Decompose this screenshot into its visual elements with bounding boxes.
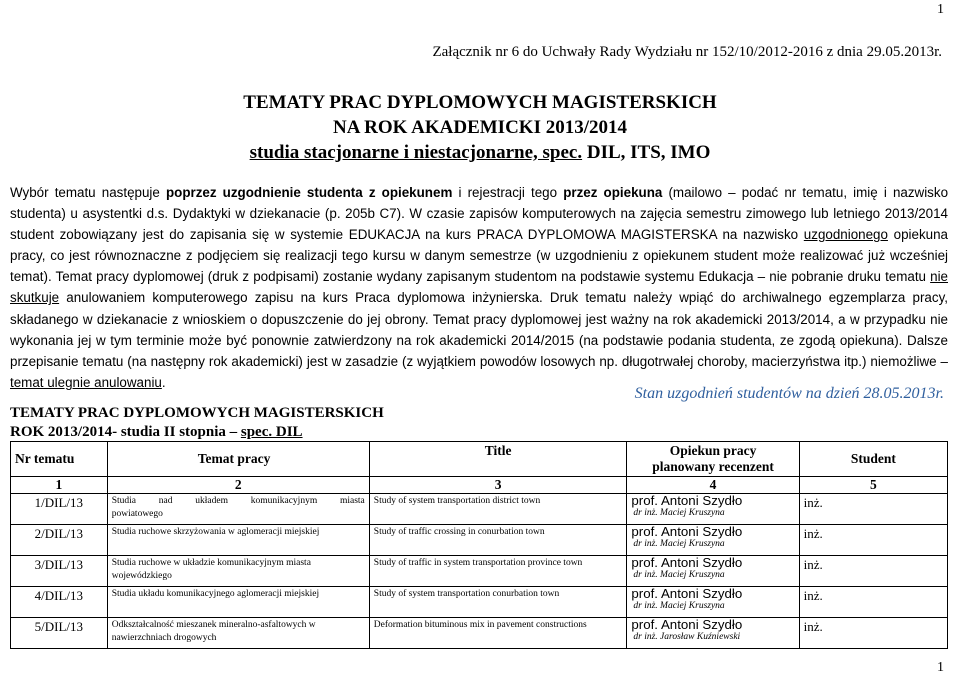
student-cell: inż. [799,494,947,525]
supervisor-name: prof. Antoni Szydło [631,524,743,539]
header-temat: Temat pracy [107,442,369,477]
supervisor-name: prof. Antoni Szydło [631,586,743,601]
column-number-row [11,477,948,494]
section-title-line-2 [10,423,384,442]
notice-text-10: anulowaniem komputerowego zapisu na kurs Praca dyplomowa inżynierska. Druk tematu należy wpiąć do archiwalnego egzemplarza pracy, składanego w dziekanacie z wnioskiem o dopuszczenie do jej obrony. Temat pracy dyplomowej jest ważny na rok akademicki 2013/2014, a w przypadku nie wykonania jej w tym terminie może być ponownie zatwierdzony na rok akademicki 2014/2015 (na podstawie podania studenta, ze zgodą opiekuna). Dalsze przepisanie tematu (na następny rok akademicki) jest w zasadzie (z wyjątkiem powodów losowych np. długotrwałej choroby, macierzyństwa itp.) niemożliwe – [10,290,948,369]
topic-title-pl [107,525,369,556]
topic-title-en: Study of system transportation district town [369,494,627,525]
section-title-line-1: TEMATY PRAC DYPLOMOWYCH MAGISTERSKICH [10,405,384,421]
page-number-top: 1 [937,2,944,17]
topic-title-pl [107,556,369,587]
notice-bold-supervisor: przez opiekuna [563,185,663,200]
student-cell: inż. [799,556,947,587]
topic-title-pl-line-1: Studia ruchowe skrzyżowania w aglomeracji miejskiej [111,527,320,537]
notice-text-8: opiekuna pracy, co jest równoznaczne z podjęciem się realizacji tego kursu w danym semestrze (w uzgodnieniu z opiekunem student może realizować już wcześniej temat). Temat pracy dyplomowej (druk z podpisami) zostanie wydany zapisanym studentom na podstawie systemu Edukacja – nie pobranie druku tematu [10,227,948,285]
table-row [11,494,948,525]
title-line-3-rest: DIL, ITS, IMO [582,142,711,163]
topic-number: 1/DIL/13 [11,494,108,525]
supervisor-name: prof. Antoni Szydło [631,617,743,632]
section-title [10,404,384,442]
col-number: 1 [11,477,108,494]
table-row [11,618,948,649]
supervisor-name: prof. Antoni Szydło [631,493,743,508]
col-number: 4 [627,477,799,494]
table-row [11,587,948,618]
supervisor-name: prof. Antoni Szydło [631,555,743,570]
topic-title-pl-line-1: Odkształcalność mieszanek mineralno-asfaltowych w [111,620,316,630]
supervisor-cell [627,556,799,587]
topic-title-pl-line-1: Studia nad układem komunikacyjnym miasta [111,496,365,506]
notice-underlined-cancel: temat ulegnie anulowaniu [10,374,162,390]
topic-title-pl-line-2: wojewódzkiego [111,571,172,581]
notice-text-5: (mailowo – podać nr tematu, imię i nazwisko studenta) u asystentki d.s. Dydaktyki w dziekanacie (p. 205b C7). [10,185,949,222]
supervisor-cell [627,587,799,618]
notice-text-12: . [161,374,166,390]
col-number: 2 [107,477,369,494]
header-opiekun-line-2: planowany recenzent [652,459,774,474]
title-line-3 [0,140,960,165]
registration-notice [10,182,948,393]
topic-title-pl-line-2: powiatowego [111,509,163,519]
notice-bold-consult: poprzez uzgodnienie studenta z opiekunem [165,185,453,200]
title-line-1: TEMATY PRAC DYPLOMOWYCH MAGISTERSKICH [243,92,717,113]
attachment-note: Załącznik nr 6 do Uchwały Rady Wydziału nr 152/10/2012-2016 z dnia 29.05.2013r. [432,44,942,60]
reviewer-name: dr inż. Maciej Kruszyna [633,570,725,580]
topic-title-pl-line-1: Studia układu komunikacyjnego aglomeracji miejskiej [111,589,320,599]
supervisor-cell [627,618,799,649]
topic-title-en: Study of traffic crossing in conurbation town [369,525,627,556]
supervisor-cell [627,494,799,525]
header-opiekun-line-1: Opiekun pracy [669,443,757,458]
topic-title-pl-line-1: Studia ruchowe w układzie komunikacyjnym miasta [111,558,311,568]
topic-number: 4/DIL/13 [11,587,108,618]
header-nr: Nr tematu [11,442,108,477]
header-student: Student [799,442,947,477]
table-header-row [11,442,948,477]
reviewer-name: dr inż. Maciej Kruszyna [633,539,725,549]
student-cell: inż. [799,525,947,556]
topic-title-en: Study of system transportation conurbation town [369,587,627,618]
page-number-bottom: 1 [937,660,944,675]
notice-text-1: Wybór tematu następuje [10,185,166,200]
notice-underlined-no-effect: nie skutkuje [10,269,948,306]
topic-number: 3/DIL/13 [11,556,108,587]
supervisor-cell [627,525,799,556]
notice-text-3: i rejestracji tego [452,185,564,200]
topic-title-pl [107,618,369,649]
reviewer-name: dr inż. Maciej Kruszyna [633,601,725,611]
header-opiekun [627,442,799,477]
title-line-3-underlined: studia stacjonarne i niestacjonarne, spec. [249,142,583,163]
status-date: Stan uzgodnień studentów na dzień 28.05.2013r. [634,385,944,402]
col-number: 5 [799,477,947,494]
table-row [11,525,948,556]
topic-title-pl [107,587,369,618]
topic-number: 2/DIL/13 [11,525,108,556]
col-number: 3 [369,477,627,494]
student-cell: inż. [799,618,947,649]
reviewer-name: dr inż. Maciej Kruszyna [633,508,725,518]
student-cell: inż. [799,587,947,618]
topic-title-pl-line-2: nawierzchniach drogowych [111,633,217,643]
section-title-spec: spec. DIL [240,424,303,440]
reviewer-name: dr inż. Jarosław Kuźniewski [633,632,741,642]
topics-table [10,441,948,649]
topic-number: 5/DIL/13 [11,618,108,649]
topic-title-en: Study of traffic in system transportation province town [369,556,627,587]
topic-title-pl [107,494,369,525]
header-title: Title [369,442,627,477]
table-row [11,556,948,587]
notice-text-6: W czasie zapisów komputerowych na zajęcia semestru zimowego lub letniego 2013/2014 student zobowiązany jest do zapisania się w systemie EDUKACJA na kurs PRACA DYPLOMOWA MAGISTERSKA na nazwisko [10,206,948,243]
main-title [0,90,960,165]
topic-title-en: Deformation bituminous mix in pavement constructions [369,618,627,649]
title-line-2: NA ROK AKADEMICKI 2013/2014 [333,117,627,138]
section-title-line-2a: ROK 2013/2014- studia II stopnia – [10,424,241,440]
notice-underlined-agreed: uzgodnionego [803,227,888,243]
